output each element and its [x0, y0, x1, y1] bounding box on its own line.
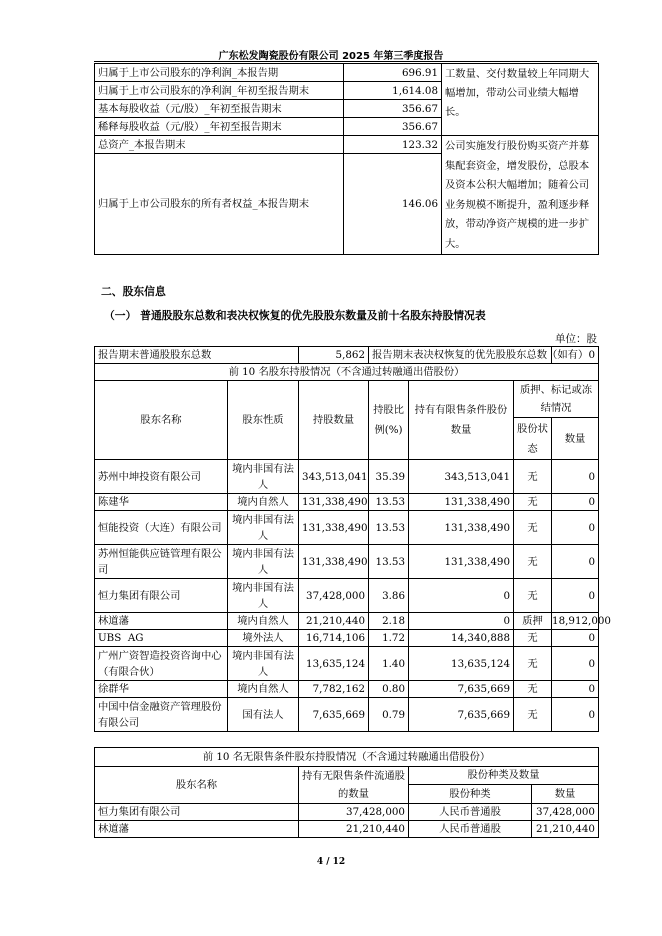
table-row-amount: 0: [552, 698, 599, 732]
subsection-title: （一） 普通股股东总数和表决权恢复的优先股股东数量及前十名股东持股情况表: [104, 309, 486, 322]
table-row-nature: 境内非国有法人: [228, 647, 299, 681]
table-row-qty: 131,338,490: [299, 494, 369, 511]
table-row-qty: 37,428,000: [299, 804, 409, 821]
table-row-nature: 境内非国有法人: [228, 545, 299, 579]
col-header-qty: 持股数量: [299, 381, 369, 460]
table-row-restricted: 131,338,490: [409, 494, 514, 511]
table-row-amount: 0: [552, 681, 599, 698]
table-row-nature: 境外法人: [228, 630, 299, 647]
col-header-pledge: 质押、标记或冻结情况: [514, 381, 599, 418]
table-row-status: 无: [514, 494, 552, 511]
item-cell: 总资产_本报告期末: [95, 136, 344, 154]
pref-holders-value: 0: [552, 347, 599, 364]
table-row-name: 徐群华: [95, 681, 228, 698]
table-row-status: 无: [514, 698, 552, 732]
table-row-ratio: 1.72: [369, 630, 409, 647]
table-row-restricted: 343,513,041: [409, 460, 514, 494]
table-row-name: 苏州恒能供应链管理有限公司: [95, 545, 228, 579]
table-row-ratio: 0.79: [369, 698, 409, 732]
table-row-ratio: 13.53: [369, 545, 409, 579]
table-row-status: 质押: [514, 613, 552, 630]
reason-cell: 工数量、交付数量较上年同期大幅增加，带动公司业绩大幅增长。: [442, 64, 599, 136]
table-row-amount: 0: [552, 545, 599, 579]
table-row-qty: 21,210,440: [299, 613, 369, 630]
table-row-amount: 0: [552, 494, 599, 511]
col-header-name: 股东名称: [95, 381, 228, 460]
col-header-amount: 数量: [532, 784, 599, 803]
reason-cell: 公司实施发行股份购买资产并募集配套资金，增发股份，总股本及资本公积大幅增加；随着公司业务规模不断提升，盈利逐步释放，带动净资产规模的进一步扩大。: [442, 136, 599, 255]
table-row-qty: 16,714,106: [299, 630, 369, 647]
value-cell: 1,614.08: [344, 82, 442, 100]
table-row-nature: 境内自然人: [228, 494, 299, 511]
table-row-name: 林道藩: [95, 821, 299, 838]
table-row-restricted: 13,635,124: [409, 647, 514, 681]
table-row-nature: 境内非国有法人: [228, 460, 299, 494]
table-row-qty: 37,428,000: [299, 579, 369, 613]
table-row-amount: 37,428,000: [532, 804, 599, 821]
table-row-nature: 境内自然人: [228, 613, 299, 630]
item-cell: 归属于上市公司股东的所有者权益_本报告期末: [95, 154, 344, 255]
shareholders-table: [94, 346, 611, 732]
table-row-type: 人民币普通股: [409, 821, 532, 838]
value-cell: 123.32: [344, 136, 442, 154]
table-row-qty: 131,338,490: [299, 511, 369, 545]
col-header-restricted: 持有有限售条件股份数量: [409, 381, 514, 460]
table-row-restricted: 0: [409, 613, 514, 630]
table-row-nature: 境内自然人: [228, 681, 299, 698]
table-row-nature: 国有法人: [228, 698, 299, 732]
page-header: 广东松发陶瓷股份有限公司 2025 年第三季度报告: [218, 51, 444, 62]
table-row-status: 无: [514, 681, 552, 698]
table-row-amount: 0: [552, 460, 599, 494]
table-row-ratio: 1.40: [369, 647, 409, 681]
table-row-status: 无: [514, 647, 552, 681]
table-row-name: 苏州中坤投资有限公司: [95, 460, 228, 494]
table-row-amount: 0: [552, 511, 599, 545]
table-row-ratio: 35.39: [369, 460, 409, 494]
table-row-name: 广州广资智造投资咨询中心（有限合伙）: [95, 647, 228, 681]
table-row-qty: 21,210,440: [299, 821, 409, 838]
total-holders-label: 报告期末普通股股东总数: [95, 347, 299, 364]
col-header-status: 股份状态: [514, 418, 552, 460]
table-row-restricted: 0: [409, 579, 514, 613]
table-row-qty: 7,782,162: [299, 681, 369, 698]
table-row-status: 无: [514, 630, 552, 647]
value-cell: 356.67: [344, 118, 442, 136]
total-holders-value: 5,862: [299, 347, 369, 364]
value-cell: 696.91: [344, 64, 442, 82]
col-header-type-group: 股份种类及数量: [409, 767, 599, 785]
table-row-ratio: 13.53: [369, 511, 409, 545]
table-row-ratio: 0.80: [369, 681, 409, 698]
table-row-name: 陈建华: [95, 494, 228, 511]
table-row-restricted: 7,635,669: [409, 698, 514, 732]
table-row-restricted: 131,338,490: [409, 511, 514, 545]
header-rule: [94, 61, 597, 62]
pref-holders-label: 报告期末表决权恢复的优先股股东总数（如有）: [369, 347, 552, 364]
col-header-unrestricted-qty: 持有无限售条件流通股的数量: [299, 767, 409, 804]
table-row-nature: 境内非国有法人: [228, 579, 299, 613]
table-row-type: 人民币普通股: [409, 804, 532, 821]
table-row-amount: 0: [552, 647, 599, 681]
table-row-qty: 7,635,669: [299, 698, 369, 732]
unit-label: 单位：股: [555, 333, 597, 345]
value-cell: 146.06: [344, 154, 442, 255]
value-cell: 356.67: [344, 100, 442, 118]
table-row-name: 恒能投资（大连）有限公司: [95, 511, 228, 545]
col-header-ratio: 持股比例(%): [369, 381, 409, 460]
unrestricted-caption: 前 10 名无限售条件股东持股情况（不含通过转融通出借股份）: [95, 748, 599, 767]
table-row-status: 无: [514, 511, 552, 545]
table-row-name: 恒力集团有限公司: [95, 804, 299, 821]
table-row-nature: 境内非国有法人: [228, 511, 299, 545]
table-row-amount: 0: [552, 579, 599, 613]
table-row-restricted: 131,338,490: [409, 545, 514, 579]
table-row-qty: 343,513,041: [299, 460, 369, 494]
change-reason-table: [94, 63, 599, 255]
table-row-amount: 21,210,440: [532, 821, 599, 838]
table-row-status: 无: [514, 579, 552, 613]
item-cell: 归属于上市公司股东的净利润_年初至报告期末: [95, 82, 344, 100]
top10-caption: 前 10 名股东持股情况（不含通过转融通出借股份）: [95, 364, 599, 381]
table-row-name: 林道藩: [95, 613, 228, 630]
table-row-name: UBS AG: [95, 630, 228, 647]
table-row-ratio: 13.53: [369, 494, 409, 511]
section-title: 二、股东信息: [101, 285, 166, 298]
col-header-amount: 数量: [552, 418, 599, 460]
item-cell: 稀释每股收益（元/股）_年初至报告期末: [95, 118, 344, 136]
table-row-qty: 13,635,124: [299, 647, 369, 681]
table-row-name: 中国中信金融资产管理股份有限公司: [95, 698, 228, 732]
table-row-status: 无: [514, 545, 552, 579]
item-cell: 归属于上市公司股东的净利润_本报告期: [95, 64, 344, 82]
table-row-qty: 131,338,490: [299, 545, 369, 579]
col-header-type: 股份种类: [409, 784, 532, 803]
col-header-nature: 股东性质: [228, 381, 299, 460]
table-row-ratio: 2.18: [369, 613, 409, 630]
table-row-amount: 18,912,000: [552, 613, 599, 630]
table-row-ratio: 3.86: [369, 579, 409, 613]
table-row-restricted: 7,635,669: [409, 681, 514, 698]
table-row-status: 无: [514, 460, 552, 494]
unrestricted-holders-table: [94, 747, 599, 838]
table-row-amount: 0: [552, 630, 599, 647]
table-row-restricted: 14,340,888: [409, 630, 514, 647]
page-number: 4 / 12: [316, 857, 346, 867]
col-header-name: 股东名称: [95, 767, 299, 804]
item-cell: 基本每股收益（元/股）_年初至报告期末: [95, 100, 344, 118]
table-row-name: 恒力集团有限公司: [95, 579, 228, 613]
